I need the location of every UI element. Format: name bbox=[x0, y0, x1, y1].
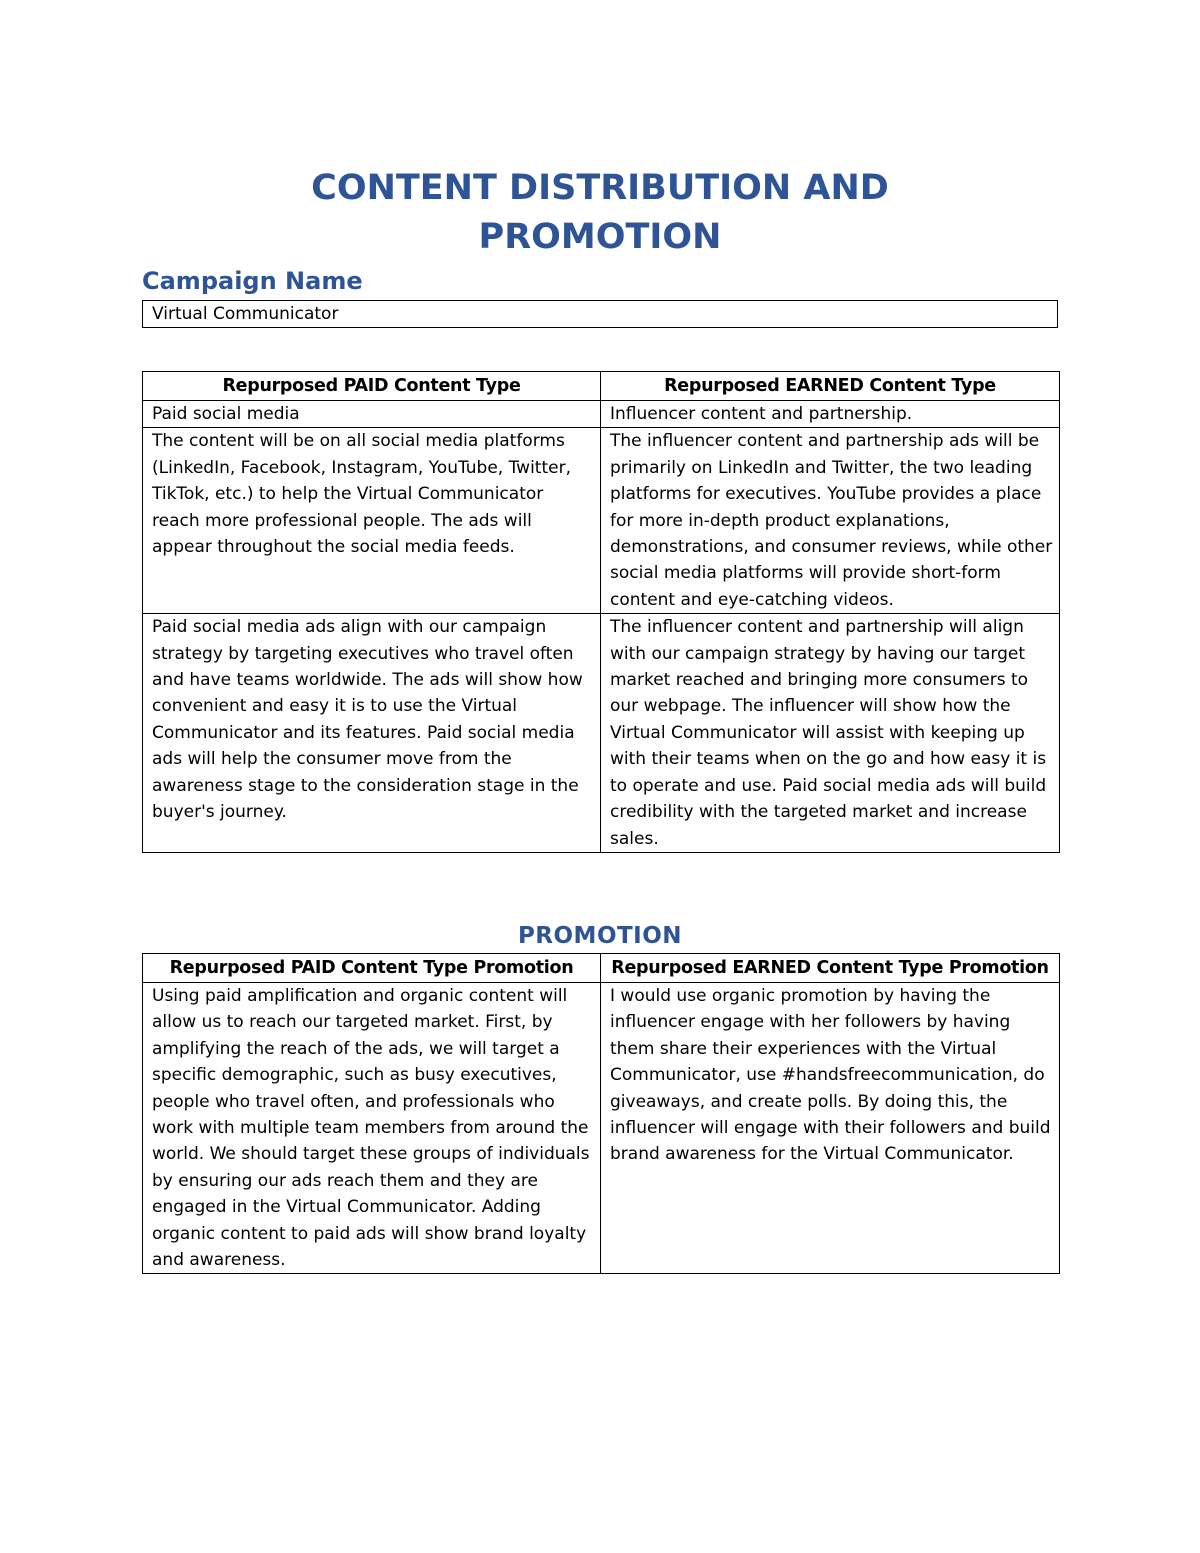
table-header-row bbox=[143, 372, 1060, 401]
table-cell bbox=[143, 428, 601, 614]
paid-content-type: Paid social media bbox=[152, 404, 300, 424]
table-cell bbox=[143, 614, 601, 853]
paid-content-platforms: The content will be on all social media platforms (LinkedIn, Facebook, Instagram, YouTube, Twitter, TikTok, etc.) to help the Virtual Communicator reach more professional people. The ads will appear throughout the social media feeds. bbox=[152, 431, 571, 558]
earned-content-type: Influencer content and partnership. bbox=[610, 404, 913, 424]
earned-promotion-text: I would use organic promotion by having the influencer engage with her followers by having them share their experiences with the Virtual Communicator, use #handsfreecommunication, do giveaways, and create polls. By doing this, the influencer will engage with their followers and build brand awareness for the Virtual Communicator. bbox=[610, 986, 1051, 1165]
paid-content-type-header: Repurposed PAID Content Type bbox=[143, 372, 601, 401]
promotion-table bbox=[142, 953, 1060, 1274]
earned-content-platforms: The influencer content and partnership ads will be primarily on LinkedIn and Twitter, the two leading platforms for executives. YouTube provides a place for more in-depth product explanations, demonstrations, and consumer reviews, while other social media platforms will provide short-form content and eye-catching videos. bbox=[610, 431, 1053, 610]
table-cell bbox=[143, 401, 601, 428]
campaign-name-value: Virtual Communicator bbox=[152, 304, 339, 324]
earned-promotion-header: Repurposed EARNED Content Type Promotion bbox=[601, 954, 1060, 983]
table-cell bbox=[601, 428, 1060, 614]
table-row bbox=[143, 614, 1060, 853]
table-row bbox=[143, 983, 1060, 1274]
table-header-row bbox=[143, 954, 1060, 983]
table-cell bbox=[143, 983, 601, 1274]
paid-content-strategy: Paid social media ads align with our campaign strategy by targeting executives who travel often and have teams worldwide. The ads will show how convenient and easy it is to use the Virtual Communicator and its features. Paid social media ads will help the consumer move from the awareness stage to the consideration stage in the buyer's journey. bbox=[152, 617, 583, 823]
campaign-name-box bbox=[142, 300, 1058, 328]
page-title-line-2: PROMOTION bbox=[478, 217, 722, 257]
paid-promotion-header: Repurposed PAID Content Type Promotion bbox=[143, 954, 601, 983]
page-title-line-1: CONTENT DISTRIBUTION AND bbox=[311, 168, 889, 208]
table-row bbox=[143, 401, 1060, 428]
campaign-name-heading: Campaign Name bbox=[142, 267, 363, 295]
table-row bbox=[143, 428, 1060, 614]
table-cell bbox=[601, 614, 1060, 853]
paid-promotion-text: Using paid amplification and organic content will allow us to reach our targeted market. First, by amplifying the reach of the ads, we will target a specific demographic, such as busy executives, people who travel often, and professionals who work with multiple team members from around the world. We should target these groups of individuals by ensuring our ads reach them and they are engaged in the Virtual Communicator. Adding organic content to paid ads will show brand loyalty and awareness. bbox=[152, 986, 590, 1271]
earned-content-type-header: Repurposed EARNED Content Type bbox=[601, 372, 1060, 401]
earned-content-strategy: The influencer content and partnership will align with our campaign strategy by having our target market reached and bringing more consumers to our webpage. The influencer will show how the Virtual Communicator will assist with keeping up with their teams when on the go and how easy it is to operate and use. Paid social media ads will build credibility with the targeted market and increase sales. bbox=[610, 617, 1047, 849]
promotion-heading: PROMOTION bbox=[517, 923, 683, 949]
page-title bbox=[142, 164, 1058, 262]
table-cell bbox=[601, 401, 1060, 428]
content-type-table bbox=[142, 371, 1060, 853]
table-cell bbox=[601, 983, 1060, 1274]
